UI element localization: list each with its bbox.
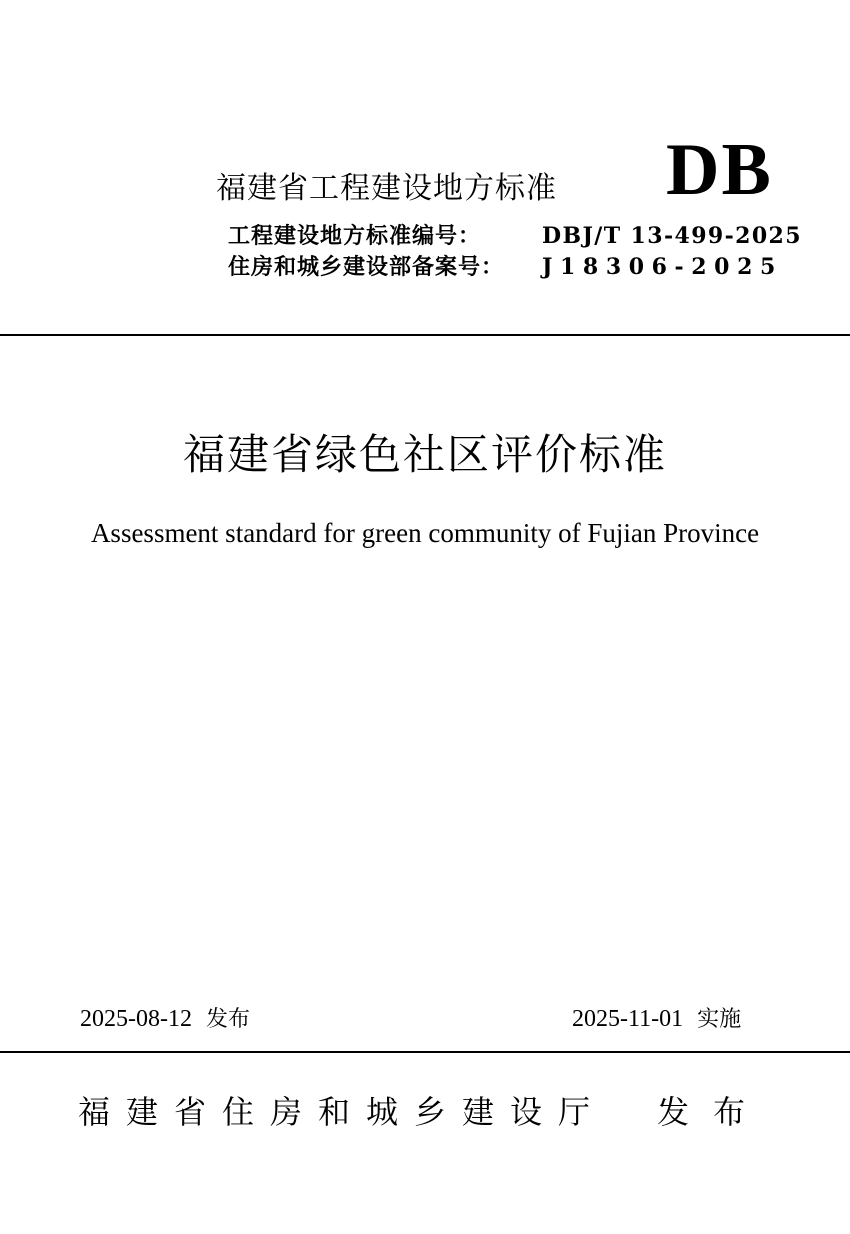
standard-series-label: 福建省工程建设地方标准 xyxy=(216,171,557,206)
publish-date: 2025-08-12 xyxy=(80,1006,192,1032)
standard-number-value: DBJ/T 13-499-2025 xyxy=(542,223,802,249)
standard-number-label: 工程建设地方标准编号： xyxy=(228,223,482,249)
issuing-authority: 福建省住房和城乡建设厅 xyxy=(78,1093,607,1131)
document-title-chinese: 福建省绿色社区评价标准 xyxy=(182,430,667,479)
db-mark: DB xyxy=(666,129,773,211)
issue-label: 发布 xyxy=(657,1093,770,1131)
filing-number-value: J18306-2025 xyxy=(542,254,783,280)
document-title-english: Assessment standard for green community of Fujian Province xyxy=(90,518,760,548)
bottom-divider xyxy=(0,1051,850,1053)
filing-number-label: 住房和城乡建设部备案号： xyxy=(228,254,505,280)
filing-number-row xyxy=(228,250,783,281)
implement-date-block xyxy=(572,1002,741,1033)
publish-date-block xyxy=(80,1002,250,1033)
standard-number-row xyxy=(228,219,802,250)
publish-label: 发布 xyxy=(205,1007,250,1032)
implement-date: 2025-11-01 xyxy=(572,1006,684,1032)
implement-label: 实施 xyxy=(697,1007,742,1032)
top-divider xyxy=(0,334,850,336)
